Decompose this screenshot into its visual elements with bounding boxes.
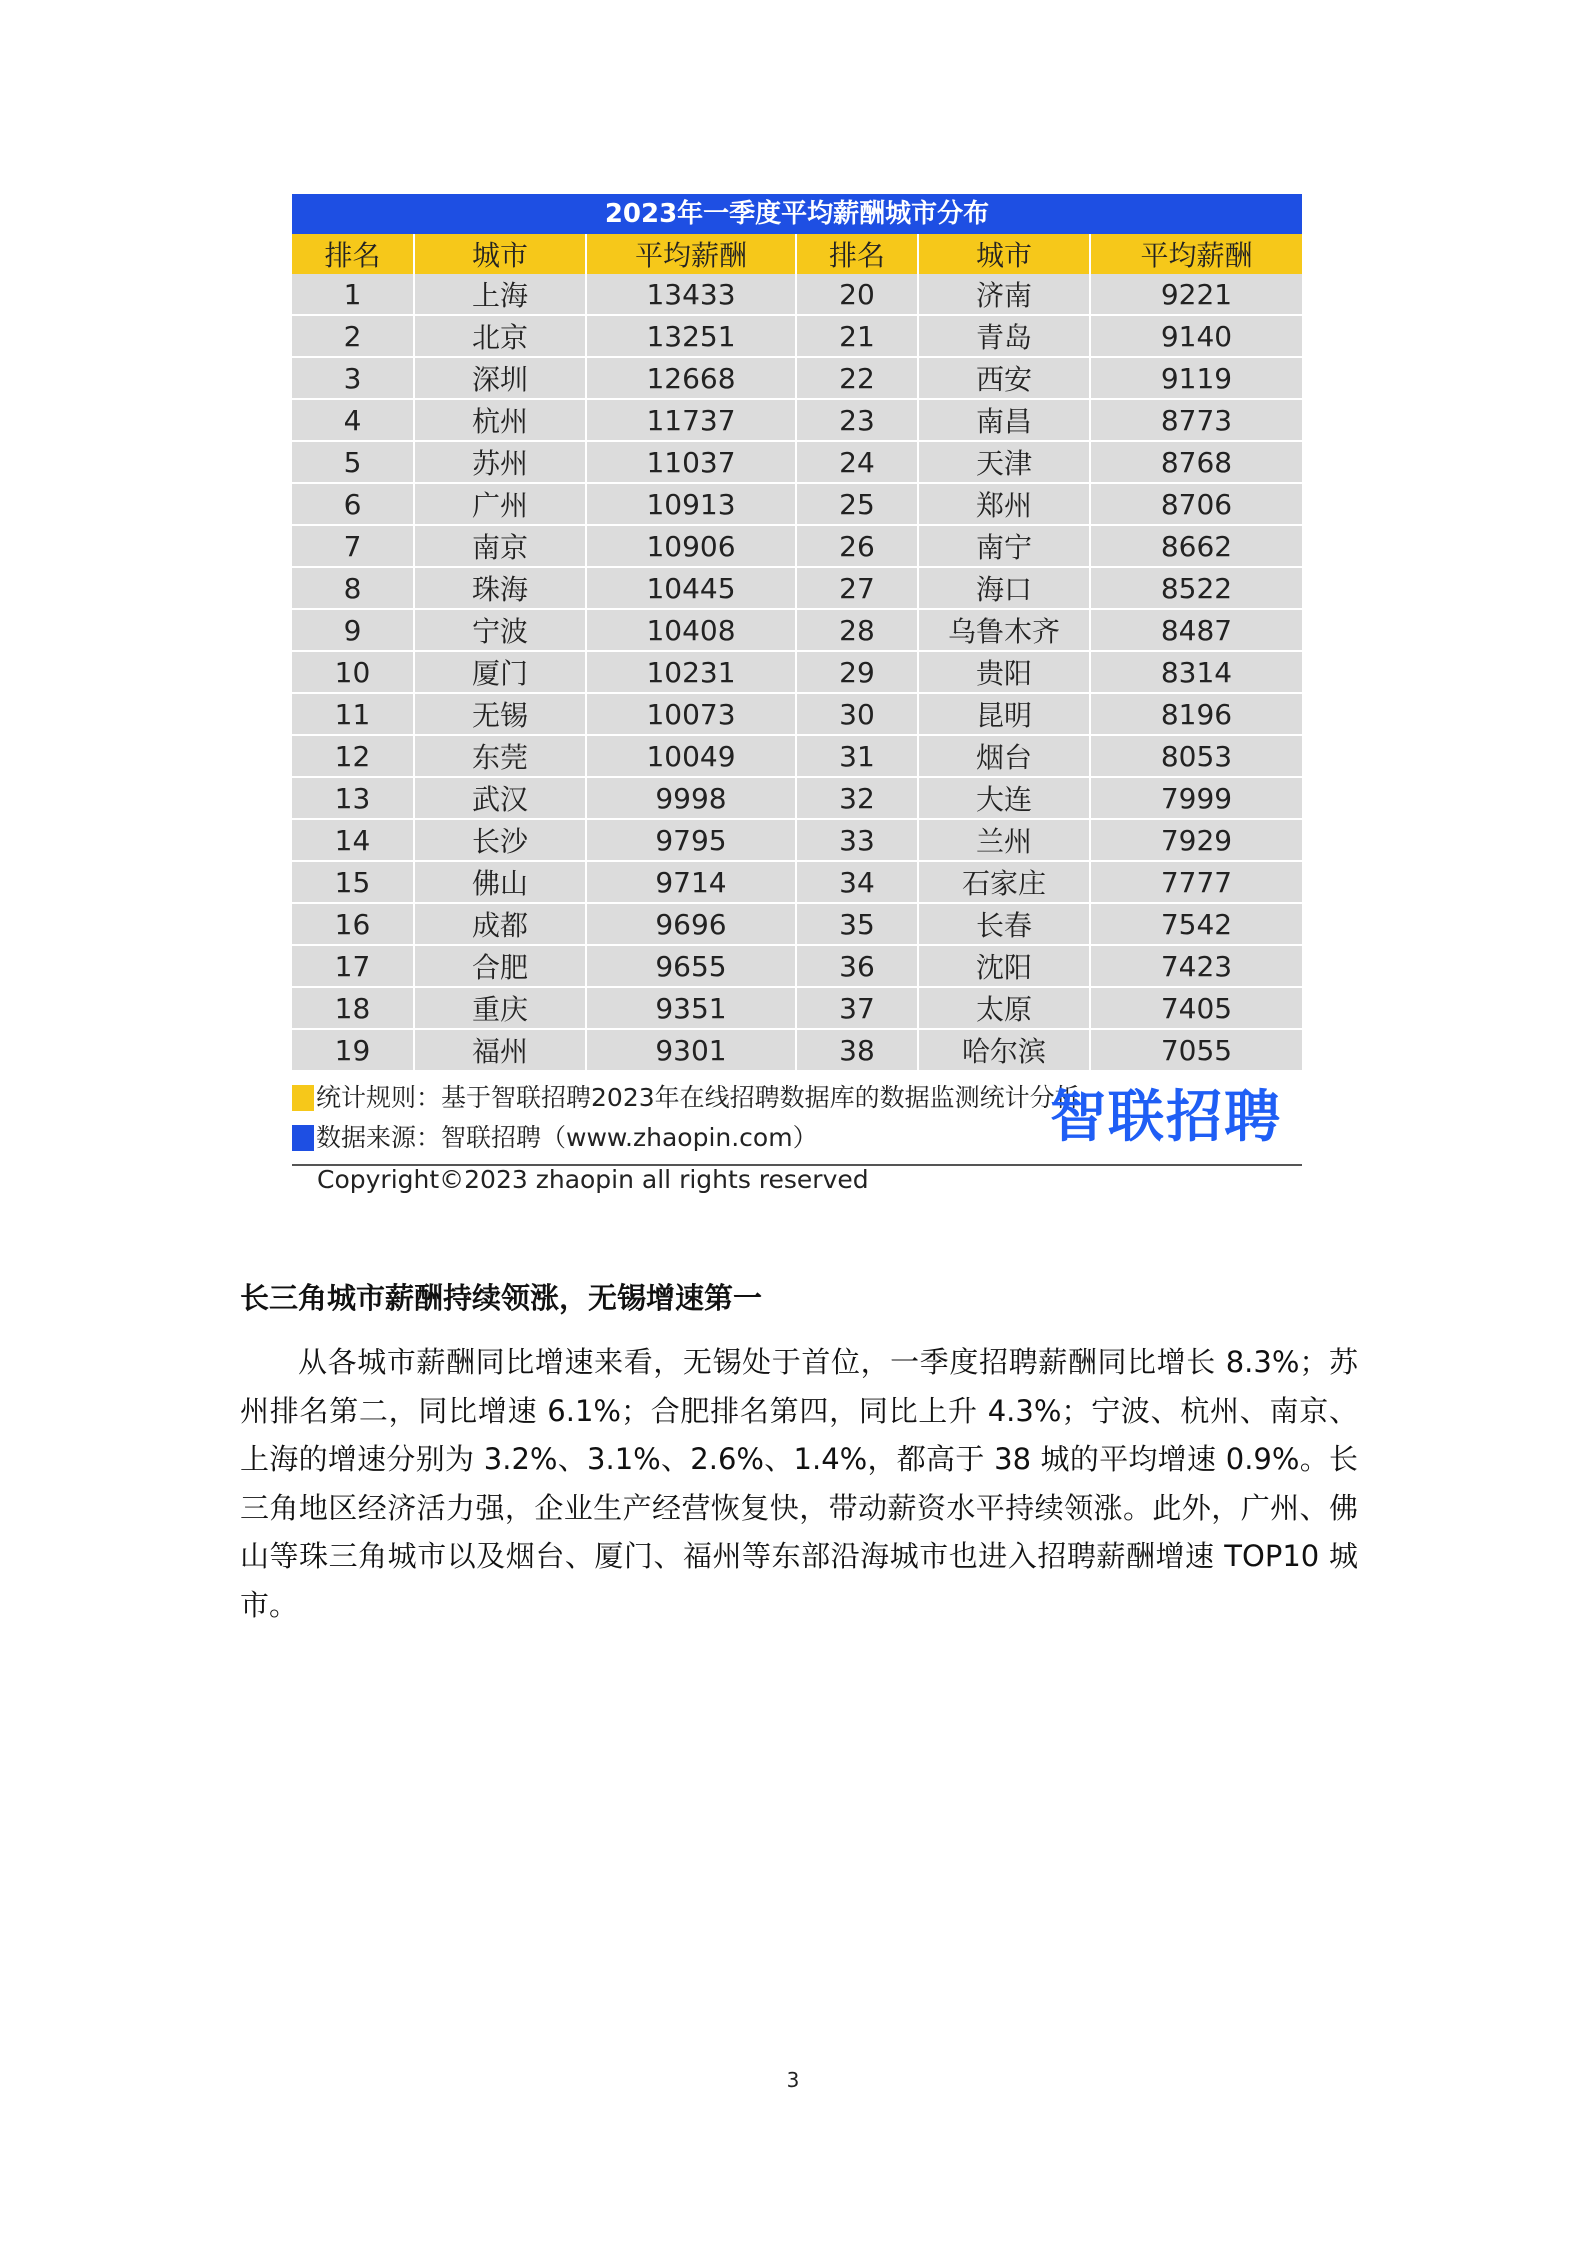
rank-cell: 35 bbox=[796, 903, 918, 945]
salary-table bbox=[292, 194, 1302, 1072]
table-row bbox=[292, 819, 1302, 861]
rank-cell: 10 bbox=[292, 651, 414, 693]
rank-cell: 21 bbox=[796, 315, 918, 357]
rank-cell: 17 bbox=[292, 945, 414, 987]
rank-cell: 15 bbox=[292, 861, 414, 903]
city-cell: 宁波 bbox=[414, 609, 586, 651]
table-row bbox=[292, 903, 1302, 945]
rank-cell: 34 bbox=[796, 861, 918, 903]
city-cell: 成都 bbox=[414, 903, 586, 945]
rank-cell: 1 bbox=[292, 274, 414, 315]
rank-cell: 38 bbox=[796, 1029, 918, 1071]
city-cell: 南昌 bbox=[918, 399, 1090, 441]
salary-cell: 10231 bbox=[586, 651, 796, 693]
city-cell: 太原 bbox=[918, 987, 1090, 1029]
city-cell: 青岛 bbox=[918, 315, 1090, 357]
table-row bbox=[292, 315, 1302, 357]
rank-cell: 20 bbox=[796, 274, 918, 315]
copyright: Copyright©2023 zhaopin all rights reserved bbox=[317, 1165, 869, 1194]
salary-cell: 9696 bbox=[586, 903, 796, 945]
city-cell: 石家庄 bbox=[918, 861, 1090, 903]
city-cell: 武汉 bbox=[414, 777, 586, 819]
table-body bbox=[292, 274, 1302, 1071]
rank-cell: 36 bbox=[796, 945, 918, 987]
table-row bbox=[292, 945, 1302, 987]
rank-cell: 18 bbox=[292, 987, 414, 1029]
yellow-square-icon bbox=[292, 1085, 314, 1111]
city-cell: 广州 bbox=[414, 483, 586, 525]
city-cell: 西安 bbox=[918, 357, 1090, 399]
salary-cell: 9351 bbox=[586, 987, 796, 1029]
city-cell: 兰州 bbox=[918, 819, 1090, 861]
city-cell: 南京 bbox=[414, 525, 586, 567]
city-cell: 无锡 bbox=[414, 693, 586, 735]
rank-cell: 25 bbox=[796, 483, 918, 525]
salary-cell: 7405 bbox=[1090, 987, 1302, 1029]
salary-cell: 10906 bbox=[586, 525, 796, 567]
table-header-row bbox=[292, 234, 1302, 274]
table-row bbox=[292, 357, 1302, 399]
header-city: 城市 bbox=[918, 234, 1090, 274]
rank-cell: 26 bbox=[796, 525, 918, 567]
table-row bbox=[292, 274, 1302, 315]
salary-cell: 10445 bbox=[586, 567, 796, 609]
rank-cell: 24 bbox=[796, 441, 918, 483]
rank-cell: 11 bbox=[292, 693, 414, 735]
rank-cell: 29 bbox=[796, 651, 918, 693]
city-cell: 苏州 bbox=[414, 441, 586, 483]
salary-cell: 9998 bbox=[586, 777, 796, 819]
salary-cell: 9301 bbox=[586, 1029, 796, 1071]
city-cell: 厦门 bbox=[414, 651, 586, 693]
city-cell: 昆明 bbox=[918, 693, 1090, 735]
city-cell: 海口 bbox=[918, 567, 1090, 609]
table-row bbox=[292, 441, 1302, 483]
salary-cell: 9140 bbox=[1090, 315, 1302, 357]
salary-table-container bbox=[292, 194, 1302, 1072]
rank-cell: 5 bbox=[292, 441, 414, 483]
salary-cell: 11037 bbox=[586, 441, 796, 483]
rank-cell: 4 bbox=[292, 399, 414, 441]
rank-cell: 31 bbox=[796, 735, 918, 777]
salary-cell: 13433 bbox=[586, 274, 796, 315]
rank-cell: 16 bbox=[292, 903, 414, 945]
city-cell: 长沙 bbox=[414, 819, 586, 861]
table-title: 2023年一季度平均薪酬城市分布 bbox=[292, 194, 1302, 234]
city-cell: 重庆 bbox=[414, 987, 586, 1029]
salary-cell: 12668 bbox=[586, 357, 796, 399]
salary-cell: 9221 bbox=[1090, 274, 1302, 315]
rank-cell: 27 bbox=[796, 567, 918, 609]
table-row bbox=[292, 567, 1302, 609]
city-cell: 天津 bbox=[918, 441, 1090, 483]
salary-cell: 7542 bbox=[1090, 903, 1302, 945]
table-row bbox=[292, 609, 1302, 651]
salary-cell: 8053 bbox=[1090, 735, 1302, 777]
table-row bbox=[292, 735, 1302, 777]
salary-cell: 10073 bbox=[586, 693, 796, 735]
rank-cell: 13 bbox=[292, 777, 414, 819]
city-cell: 珠海 bbox=[414, 567, 586, 609]
rank-cell: 22 bbox=[796, 357, 918, 399]
salary-cell: 8706 bbox=[1090, 483, 1302, 525]
salary-cell: 13251 bbox=[586, 315, 796, 357]
city-cell: 上海 bbox=[414, 274, 586, 315]
city-cell: 深圳 bbox=[414, 357, 586, 399]
city-cell: 济南 bbox=[918, 274, 1090, 315]
table-row bbox=[292, 483, 1302, 525]
city-cell: 哈尔滨 bbox=[918, 1029, 1090, 1071]
salary-cell: 8662 bbox=[1090, 525, 1302, 567]
rank-cell: 7 bbox=[292, 525, 414, 567]
salary-cell: 8773 bbox=[1090, 399, 1302, 441]
rank-cell: 30 bbox=[796, 693, 918, 735]
city-cell: 南宁 bbox=[918, 525, 1090, 567]
rank-cell: 3 bbox=[292, 357, 414, 399]
body-paragraph: 从各城市薪酬同比增速来看，无锡处于首位，一季度招聘薪酬同比增长 8.3%；苏州排名第二，同比增速 6.1%；合肥排名第四，同比上升 4.3%；宁波、杭州、南京、上海的增速分别为 3.2%、3.1%、2.6%、1.4%，都高于 38 城的平均增速 0.9%。长三角地区经济活力强，企业生产经营恢复快，带动薪资水平持续领涨。此外，广州、佛山等珠三角城市以及烟台、厦门、福州等东部沿海城市也进入招聘薪酬增速 TOP10 城市。 bbox=[240, 1345, 1358, 1622]
rank-cell: 37 bbox=[796, 987, 918, 1029]
city-cell: 沈阳 bbox=[918, 945, 1090, 987]
city-cell: 杭州 bbox=[414, 399, 586, 441]
header-city: 城市 bbox=[414, 234, 586, 274]
city-cell: 乌鲁木齐 bbox=[918, 609, 1090, 651]
salary-cell: 7777 bbox=[1090, 861, 1302, 903]
stat-rule-text: 统计规则：基于智联招聘2023年在线招聘数据库的数据监测统计分析 bbox=[316, 1083, 1080, 1112]
city-cell: 长春 bbox=[918, 903, 1090, 945]
table-row bbox=[292, 1029, 1302, 1071]
rank-cell: 33 bbox=[796, 819, 918, 861]
rank-cell: 14 bbox=[292, 819, 414, 861]
section-heading: 长三角城市薪酬持续领涨，无锡增速第一 bbox=[240, 1281, 763, 1315]
city-cell: 郑州 bbox=[918, 483, 1090, 525]
city-cell: 北京 bbox=[414, 315, 586, 357]
salary-cell: 8487 bbox=[1090, 609, 1302, 651]
salary-cell: 8196 bbox=[1090, 693, 1302, 735]
city-cell: 东莞 bbox=[414, 735, 586, 777]
table-row bbox=[292, 693, 1302, 735]
salary-cell: 8768 bbox=[1090, 441, 1302, 483]
salary-cell: 7423 bbox=[1090, 945, 1302, 987]
salary-cell: 9119 bbox=[1090, 357, 1302, 399]
rank-cell: 19 bbox=[292, 1029, 414, 1071]
data-source-text: 数据来源：智联招聘（www.zhaopin.com） bbox=[316, 1123, 818, 1152]
table-row bbox=[292, 651, 1302, 693]
header-rank: 排名 bbox=[292, 234, 414, 274]
salary-cell: 8314 bbox=[1090, 651, 1302, 693]
rank-cell: 8 bbox=[292, 567, 414, 609]
salary-cell: 9795 bbox=[586, 819, 796, 861]
city-cell: 烟台 bbox=[918, 735, 1090, 777]
table-row bbox=[292, 987, 1302, 1029]
rank-cell: 6 bbox=[292, 483, 414, 525]
zhaopin-logo: 智联招聘 bbox=[1050, 1085, 1282, 1150]
salary-cell: 9655 bbox=[586, 945, 796, 987]
salary-cell: 8522 bbox=[1090, 567, 1302, 609]
rank-cell: 12 bbox=[292, 735, 414, 777]
table-row bbox=[292, 525, 1302, 567]
rank-cell: 2 bbox=[292, 315, 414, 357]
salary-cell: 10913 bbox=[586, 483, 796, 525]
salary-cell: 7055 bbox=[1090, 1029, 1302, 1071]
table-row bbox=[292, 861, 1302, 903]
page-number: 3 bbox=[786, 2068, 800, 2092]
rank-cell: 9 bbox=[292, 609, 414, 651]
blue-square-icon bbox=[292, 1125, 314, 1151]
table-notes bbox=[292, 1078, 1302, 1166]
city-cell: 福州 bbox=[414, 1029, 586, 1071]
header-rank: 排名 bbox=[796, 234, 918, 274]
salary-cell: 7999 bbox=[1090, 777, 1302, 819]
salary-cell: 9714 bbox=[586, 861, 796, 903]
data-source-note bbox=[292, 1120, 818, 1156]
rank-cell: 28 bbox=[796, 609, 918, 651]
city-cell: 贵阳 bbox=[918, 651, 1090, 693]
city-cell: 大连 bbox=[918, 777, 1090, 819]
rank-cell: 23 bbox=[796, 399, 918, 441]
salary-cell: 10049 bbox=[586, 735, 796, 777]
header-salary: 平均薪酬 bbox=[586, 234, 796, 274]
salary-cell: 10408 bbox=[586, 609, 796, 651]
city-cell: 合肥 bbox=[414, 945, 586, 987]
rank-cell: 32 bbox=[796, 777, 918, 819]
table-row bbox=[292, 777, 1302, 819]
table-row bbox=[292, 399, 1302, 441]
stat-rule-note bbox=[292, 1080, 1080, 1116]
salary-cell: 7929 bbox=[1090, 819, 1302, 861]
city-cell: 佛山 bbox=[414, 861, 586, 903]
header-salary: 平均薪酬 bbox=[1090, 234, 1302, 274]
salary-cell: 11737 bbox=[586, 399, 796, 441]
